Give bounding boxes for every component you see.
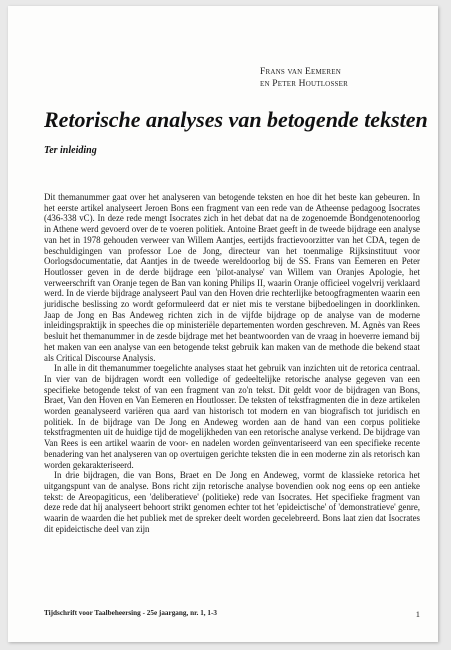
author-line-2: en Peter Houtlosser — [260, 79, 348, 89]
author-line-1: Frans van Eemeren — [260, 67, 341, 77]
author-block — [260, 66, 348, 90]
article-subtitle: Ter inleiding — [44, 145, 97, 156]
article-body — [44, 192, 420, 535]
page-footer — [44, 609, 420, 619]
article-title: Retorische analyses van betogende teksten — [44, 107, 428, 132]
paragraph-1: Dit themanummer gaat over het analyseren van betogende teksten en hoe dit het beste kan gebeuren. In het eerste artikel analyseert Jeroen Bons een fragment van een rede van de Atheense pedagoog Isocrates (436-338 vC). In deze rede mengt Isocrates zich in het debat dat na de zogenoemde Bondgenotenoorlog in Athene werd gevoerd over de te voeren politiek. Antoine Braet geeft in de tweede bijdrage een analyse van het in 1978 gehouden verweer van Willem Aantjes, eertijds fractievoorzitter van het CDA, tegen de beschuldigingen van professor Loe de Jong, directeur van het toenmalige Rijksinstituut voor Oorlogsdocumentatie, dat Aantjes in de tweede wereldoorlog bij de SS. Frans van Eemeren en Peter Houtlosser geven in de derde bijdrage een 'pilot-analyse' van Willem van Oranjes Apologie, het verweerschrift van Oranje tegen de Ban van koning Philips II, waarin Oranje officieel vogelvrij verklaard werd. In de vierde bijdrage analyseert Paul van den Hoven drie rechterlijke betoogfragmenten waarin een juridische beslissing zo wordt geformuleerd dat er niet mis te verstane bijbedoelingen in doorklinken. Jaap de Jong en Bas Andeweg richten zich in de vijfde bijdrage op de analyse van de moderne inleidingspraktijk in speeches die op ministeriële departementen worden geschreven. M. Agnès van Rees besluit het themanummer in de zesde bijdrage met het beantwoorden van de vraag in hoeverre iemand bij het maken van een analyse van een betogende tekst gebruik kan maken van de methode die bekend staat als Critical Discourse Analysis. — [44, 192, 420, 363]
journal-citation: Tijdschrift voor Taalbeheersing - 25e jaargang, nr. 1, 1-3 — [44, 609, 217, 617]
paragraph-2: In alle in dit themanummer toegelichte analyses staat het gebruik van inzichten uit de retorica centraal. In vier van de bijdragen wordt een volledige of gedeeltelijke retorische analyse gegeven van een specifieke betogende tekst of van een fragment van zo'n tekst. Dit geldt voor de bijdragen van Bons, Braet, Van den Hoven en Van Eemeren en Houtlosser. De teksten of tekstfragmenten die in deze artikelen worden geanalyseerd variëren qua aard van historisch tot modern en van biografisch tot juridisch en politiek. In de bijdrage van De Jong en Andeweg worden aan de hand van een corpus politieke tekstfragmenten uit de huidige tijd de mogelijkheden van een retorische analyse verkend. De bijdrage van Van Rees is een artikel waarin de voor- en nadelen worden geïnventariseerd van een specifieke recente benadering van het analyseren van op overtuigen gerichte teksten die in een moderne zin als retorisch kan worden gekarakteriseerd. — [44, 363, 420, 470]
paper-page — [8, 6, 438, 642]
paragraph-3: In drie bijdragen, die van Bons, Braet en De Jong en Andeweg, vormt de klassieke retorica het uitgangspunt van de analyse. Bons richt zijn retorische analyse bovendien ook nog eens op een antieke tekst: de Areopagiticus, een 'deliberatieve' (politieke) rede van Isocrates. Het specifieke fragment van deze rede dat hij analyseert behoort strikt genomen echter tot het 'epideictische' of 'demonstratieve' genre, waarin de waarden die het publiek met de spreker deelt worden gecelebreerd. Bons laat zien dat Isocrates dit epideictische deel van zijn — [44, 470, 420, 534]
page-number: 1 — [415, 609, 420, 619]
